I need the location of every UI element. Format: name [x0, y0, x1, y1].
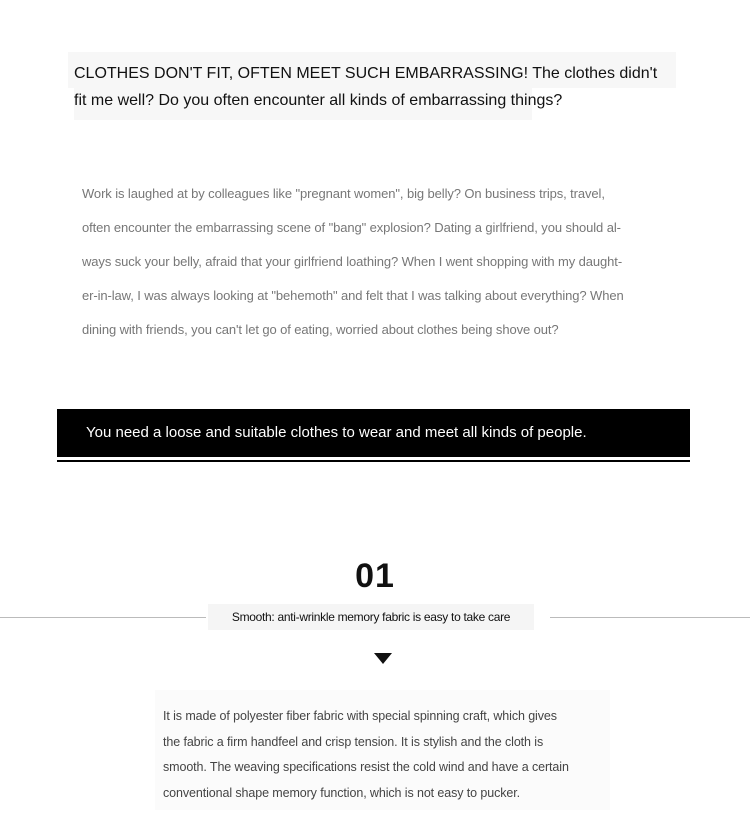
- intro-paragraph: [82, 177, 642, 347]
- intro-line: er-in-law, I was always looking at "behemoth" and felt that I was talking about everything? When: [82, 288, 624, 303]
- intro-line: often encounter the embarrassing scene of "bang" explosion? Dating a girlfriend, you should al-: [82, 220, 621, 235]
- section-subtitle: Smooth: anti-wrinkle memory fabric is easy to take care: [231, 610, 511, 624]
- detail-line: smooth. The weaving specifications resist the cold wind and have a certain: [163, 760, 569, 775]
- banner-underline: [57, 460, 690, 462]
- section-number: 01: [355, 557, 395, 595]
- detail-line: It is made of polyester fiber fabric with special spinning craft, which gives: [163, 709, 557, 723]
- intro-line: dining with friends, you can't let go of eating, worried about clothes being shove out?: [82, 322, 559, 337]
- detail-paragraph: [163, 704, 603, 807]
- intro-line: ways suck your belly, afraid that your girlfriend loathing? When I went shopping with my daught-: [82, 254, 623, 269]
- divider-left: [0, 617, 206, 618]
- headline: CLOTHES DON'T FIT, OFTEN MEET SUCH EMBARRASSING! The clothes didn't fit me well? Do you often encounter all kinds of embarrassing things?: [74, 65, 658, 109]
- detail-line: conventional shape memory function, which is not easy to pucker.: [163, 786, 520, 801]
- detail-line: the fabric a firm handfeel and crisp tension. It is stylish and the cloth is: [163, 734, 544, 749]
- intro-line: Work is laughed at by colleagues like "pregnant women", big belly? On business trips, travel,: [82, 186, 605, 201]
- down-triangle-icon: [374, 653, 392, 664]
- divider-right: [550, 617, 750, 618]
- banner-text: You need a loose and suitable clothes to wear and meet all kinds of people.: [86, 424, 587, 441]
